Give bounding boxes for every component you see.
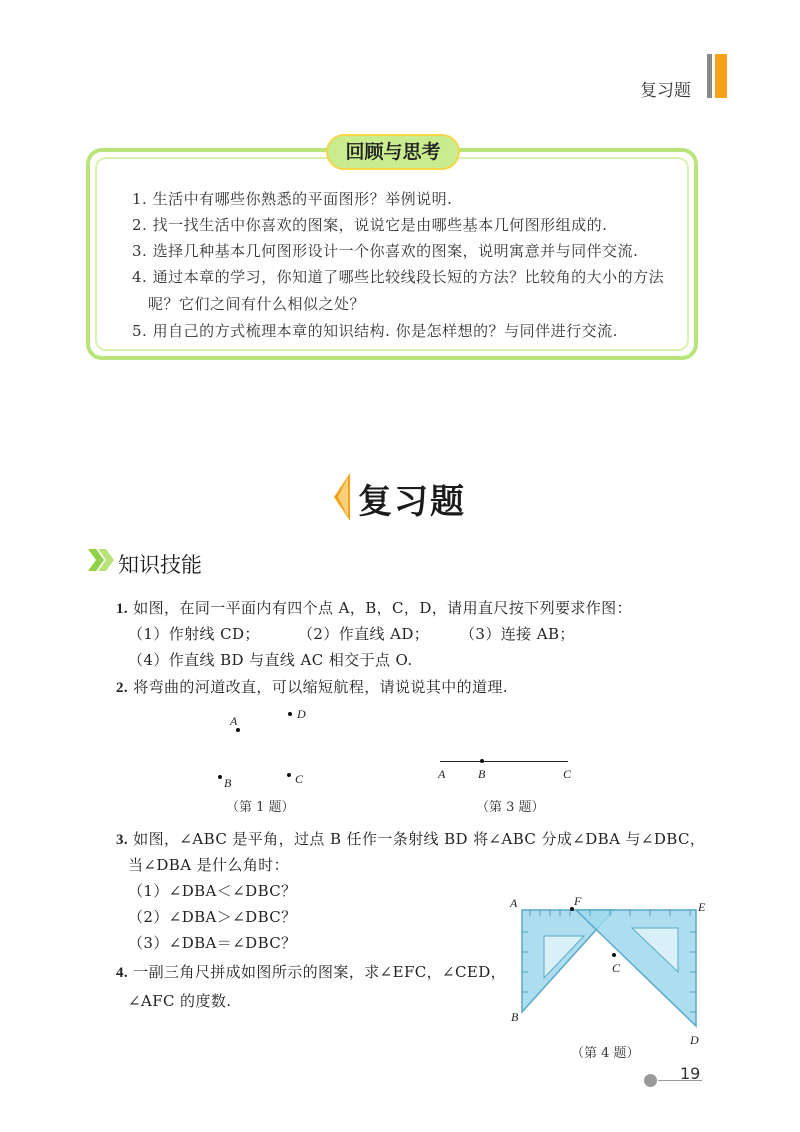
- q3-stem-cont: 当∠DBA 是什么角时：: [128, 856, 290, 874]
- fig4-label-e: E: [698, 900, 706, 914]
- q3-part3: （3）∠DBA＝∠DBC？: [128, 934, 297, 952]
- q1-number: 1.: [116, 601, 129, 617]
- running-header: 复习题: [640, 81, 691, 101]
- fig3-label-a: A: [438, 767, 446, 781]
- q3-number: 3.: [116, 832, 129, 848]
- q4-number: 4.: [116, 965, 129, 981]
- fig1-point-c: [287, 773, 291, 777]
- fig4-label-a: A: [510, 896, 518, 910]
- q4: [116, 961, 506, 982]
- title-arrow-highlight: [338, 477, 348, 517]
- section-chevron-icon: [86, 545, 116, 575]
- fig4-label-c: C: [612, 961, 621, 975]
- q3: [116, 828, 705, 849]
- section-title: 知识技能: [118, 553, 202, 577]
- fig4-label-d: D: [690, 1033, 699, 1047]
- review-item-5: 5. 用自己的方式梳理本章的知识结构. 你是怎样想的？与同伴进行交流.: [132, 322, 618, 340]
- review-item-2: 2. 找一找生活中你喜欢的图案，说说它是由哪些基本几何图形组成的.: [132, 216, 608, 234]
- q1-part2: （2）作直线 AD；: [298, 625, 430, 643]
- q1-stem: 如图，在同一平面内有四个点 A，B，C，D，请用直尺按下列要求作图：: [133, 599, 632, 617]
- q1-part3: （3）连接 AB；: [460, 625, 575, 643]
- review-item-4: 4. 通过本章的学习，你知道了哪些比较线段长短的方法？比较角的大小的方法: [132, 268, 665, 286]
- review-item-1: 1. 生活中有哪些你熟悉的平面图形？举例说明.: [132, 190, 453, 208]
- q3-part1: （1）∠DBA＜∠DBC？: [128, 882, 297, 900]
- review-item-3: 3. 选择几种基本几何图形设计一个你喜欢的图案，说明寓意并与同伴交流.: [132, 242, 639, 260]
- fig1-label-a: A: [230, 714, 238, 728]
- page-number-dot: [644, 1074, 657, 1087]
- fig3-label-b: B: [478, 767, 486, 781]
- page-number: 19: [680, 1064, 701, 1083]
- fig4-point-c: [612, 953, 616, 957]
- fig1-point-d: [288, 712, 292, 716]
- fig4-left-triangle-hole: [544, 936, 584, 978]
- fig4-caption: （第 4 题）: [571, 1046, 640, 1061]
- fig1-label-d: D: [297, 707, 306, 721]
- fig1-label-c: C: [295, 772, 304, 786]
- q4-stem: 一副三角尺拼成如图所示的图案，求∠EFC，∠CED，: [133, 963, 507, 981]
- q4-stem-cont: ∠AFC 的度数.: [128, 992, 232, 1010]
- fig3-label-c: C: [563, 767, 572, 781]
- header-bar-gray: [707, 54, 712, 98]
- q2: [116, 676, 508, 697]
- q3-stem: 如图，∠ABC 是平角，过点 B 任作一条射线 BD 将∠ABC 分成∠DBA 与∠DBC，: [133, 830, 706, 848]
- q2-stem: 将弯曲的河道改直，可以缩短航程，请说说其中的道理.: [133, 678, 509, 696]
- q1: [116, 597, 632, 618]
- chapter-title: 复习题: [358, 482, 466, 522]
- q1-part4: （4）作直线 BD 与直线 AC 相交于点 O.: [128, 651, 413, 669]
- fig1-point-a: [236, 728, 240, 732]
- fig4-label-b: B: [511, 1010, 519, 1024]
- q3-part2: （2）∠DBA＞∠DBC？: [128, 908, 297, 926]
- review-box-title: 回顾与思考: [326, 134, 460, 170]
- review-item-4-cont: 呢？它们之间有什么相似之处？: [148, 295, 366, 313]
- header-bar-orange: [715, 54, 727, 98]
- q1-part1: （1）作射线 CD；: [128, 625, 260, 643]
- fig4-label-f: F: [574, 894, 582, 908]
- fig3-caption: （第 3 题）: [476, 800, 545, 815]
- fig4-set-squares: [500, 892, 710, 1038]
- fig1-caption: （第 1 题）: [226, 800, 295, 815]
- fig1-label-b: B: [224, 776, 232, 790]
- fig3-line: [440, 761, 568, 762]
- fig3-point-b: [480, 759, 484, 763]
- fig1-point-b: [218, 775, 222, 779]
- q2-number: 2.: [116, 680, 129, 696]
